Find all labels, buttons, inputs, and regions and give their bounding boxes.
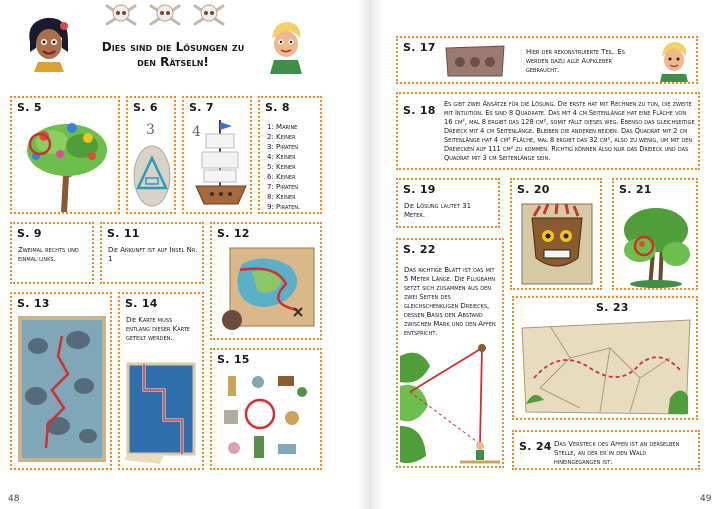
pirate-ship-illustration (194, 116, 248, 210)
girl-avatar-icon (24, 12, 74, 72)
solution-box-s19 (396, 178, 500, 228)
solution-box-s17 (396, 36, 698, 84)
solution-box-s23 (512, 296, 698, 420)
solution-box-s9 (10, 222, 94, 284)
solution-label: S. 13 (17, 297, 50, 310)
split-map-illustration (124, 360, 202, 464)
solution-label: S. 12 (217, 227, 250, 240)
page-title (98, 40, 248, 70)
page-number-right: 49 (700, 494, 712, 504)
list-item: 5: Keiner (267, 163, 296, 171)
answer-text: Das Versteck des Affen ist an derselben Stelle, an der er in den Wald hineingegangen ist. (554, 440, 680, 466)
tribal-mask-illustration (520, 202, 594, 286)
solution-box-s22 (396, 238, 504, 468)
solution-box-s6 (126, 96, 176, 214)
solution-box-s12 (210, 222, 322, 340)
answer-digit: 4 (192, 124, 201, 140)
answer-text: Es gibt zwei Ansätze für die Lösung. Die erste hat mit Rechnen zu tun, die zweite mit Intuition. Es sind 8 Quadrate. Das mit 4 cm Seitenlänge hat eine Fläche von 16 cm², mal 8 ergibt das 128 cm², somit fällt dieses weg. Ebenso das gleichseitige Dreieck mit 4 cm Seitenlänge. Bleiben die anderen beiden. Das Quadrat mit 2 cm Seitenlänge hat 4 cm² Fläche, mal 8 ergibt das 32 cm², also zu wenig, um mit den Dreiecken auf 111 cm² zu kommen. Richtig können also nur das Dreieck und das Quadrat mit 3 cm Seitenlänge sein. (444, 100, 695, 162)
solution-box-s8 (258, 96, 322, 214)
solution-box-s5 (10, 96, 120, 214)
solution-label: S. 5 (17, 101, 42, 114)
skull-row (104, 2, 234, 28)
solution-box-s15 (210, 348, 322, 470)
answer-text: Die Karte muss entlang dieser Karte geteilt werden. (126, 316, 190, 342)
solution-box-s13 (10, 292, 112, 470)
list-item: 2: Keiner (267, 133, 296, 141)
answer-digit: 3 (146, 122, 155, 138)
stone-tablet-illustration (442, 42, 508, 80)
solution-label: S. 18 (403, 104, 436, 117)
solution-label: S. 20 (517, 183, 550, 196)
skull-crossbones-icon (104, 2, 138, 28)
parrot-tree-illustration (22, 116, 112, 212)
solution-label: S. 17 (403, 41, 436, 54)
solution-label: S. 7 (189, 101, 214, 114)
boy-avatar-icon (266, 18, 306, 74)
solution-label: S. 11 (107, 227, 140, 240)
solution-box-s21 (612, 178, 698, 290)
list-item: 9: Piraten. (267, 203, 301, 211)
boy-avatar-icon (656, 40, 692, 82)
answer-text: Zweimal rechts und einmal links. (18, 246, 79, 263)
list-item: 7: Piraten (267, 183, 298, 191)
answer-text: Die Ankunft ist auf Insel Nr. 1 (108, 246, 198, 263)
solution-label: S. 22 (403, 243, 436, 256)
list-item: 1: Marine (267, 123, 298, 131)
solution-label: S. 21 (619, 183, 652, 196)
solution-label: S. 19 (403, 183, 436, 196)
title-line-1: Dies sind die Lösungen zu (101, 40, 245, 54)
treasure-map-illustration (216, 244, 318, 336)
solution-box-s14 (118, 292, 204, 470)
solution-label: S. 6 (133, 101, 158, 114)
solution-label: S. 14 (125, 297, 158, 310)
hidden-objects-illustration (218, 370, 316, 466)
solution-label: S. 24 (519, 440, 552, 453)
book-gutter (356, 0, 384, 509)
list-item: 8: Keiner (267, 193, 296, 201)
skull-crossbones-icon (148, 2, 182, 28)
solution-box-s24 (512, 430, 700, 470)
solution-label: S. 23 (596, 301, 629, 314)
answer-text: Die Lösung lautet 31 Meter. (404, 202, 472, 219)
solution-box-s20 (510, 178, 602, 290)
solution-label: S. 15 (217, 353, 250, 366)
sea-rocks-map-illustration (18, 316, 106, 466)
solution-label: S. 9 (17, 227, 42, 240)
skull-crossbones-icon (192, 2, 226, 28)
stone-triangle-illustration (132, 144, 172, 208)
list-item: 3: Piraten (267, 143, 298, 151)
answer-text: Hier der rekonstruierte Teil. Es werden dazu alle Aufkleber gebraucht. (526, 48, 625, 74)
vine-swing-illustration (400, 336, 502, 466)
solution-box-s7 (182, 96, 252, 214)
answer-text: Das richtige Blatt ist das mit 5 Meter Länge. Die Flugbahn setzt sich zusammen aus den zwei Seiten des gleichschenkligen Dreiecks, dessen Basis den Abstand zwischen Mark und den Affen entspricht. (404, 266, 496, 337)
solution-box-s11 (100, 222, 204, 284)
cracked-stone-map-illustration (520, 318, 692, 416)
solution-label: S. 8 (265, 101, 290, 114)
solution-box-s18 (396, 92, 700, 170)
page-number-left: 48 (8, 494, 20, 504)
list-item: 6: Keiner (267, 173, 296, 181)
jungle-tree-illustration (620, 200, 694, 288)
answer-list (267, 122, 321, 212)
title-line-2: den Rätseln! (137, 55, 209, 69)
list-item: 4: Keiner (267, 153, 296, 161)
